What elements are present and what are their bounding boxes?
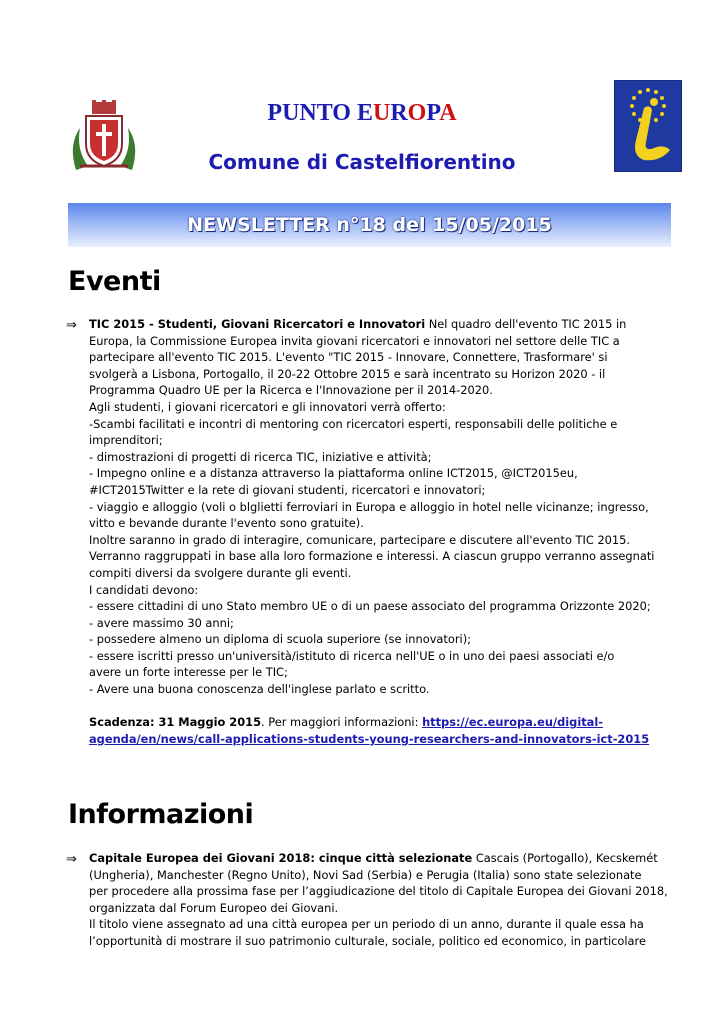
text-line: - dimostrazioni di progetti di ricerca TIC, iniziative e attività; — [89, 449, 432, 464]
text-line: - Impegno online e a distanza attraverso la piattaforma online ICT2015, @ICT2015eu, — [89, 466, 578, 481]
text-line: - viaggio e alloggio (voli o blglietti ferroviari in Europa e alloggio in hotel nelle vicinanze; ingresso, — [89, 499, 649, 514]
section-heading-informazioni: Informazioni — [68, 799, 254, 830]
info-link-part2[interactable]: agenda/en/news/call-applications-students-young-researchers-and-innovators-ict-2015 — [89, 731, 650, 746]
bullet-arrow-icon: ⇒ — [66, 852, 77, 867]
title-part: R — [390, 100, 408, 126]
text-line: - essere cittadini di uno Stato membro UE o di un paese associato del programma Orizzonte 2020; — [89, 599, 651, 614]
text-line: Il titolo viene assegnato ad una città europea per un periodo di un anno, durante il quale essa ha — [89, 917, 644, 932]
text-line: Programma Quadro UE per la Ricerca e l'Innovazione per il 2014-2020. — [89, 383, 493, 398]
text-span: Cascais (Portogallo), Kecskemét — [472, 851, 658, 865]
blank-line — [89, 698, 649, 715]
text-line: per procedere alla prossima fase per l’aggiudicazione del titolo di Capitale Europea dei Giovani 2018, — [89, 884, 668, 899]
link-line — [89, 731, 649, 748]
title-part: PUNTO E — [267, 100, 373, 126]
page-subtitle: Comune di Castelfiorentino — [208, 150, 516, 174]
title-part: O — [407, 100, 427, 126]
info-link-part1[interactable]: https://ec.europa.eu/digital- — [422, 715, 603, 730]
text-line: - essere iscritti presso un'università/istituto di ricerca nell'UE o in uno dei paesi associati e/o — [89, 648, 615, 663]
deadline-line — [89, 714, 649, 731]
text-line: vitto e bevande durante l'evento sono gratuite). — [89, 516, 364, 531]
text-line — [89, 850, 658, 867]
text-line — [89, 316, 649, 333]
newsletter-title: NEWSLETTER n°18 del 15/05/2015 — [187, 214, 552, 236]
deadline-text: . Per maggiori informazioni: — [261, 715, 423, 730]
text-span: Nel quadro dell'evento TIC 2015 in — [425, 317, 627, 331]
title-part: A — [439, 100, 457, 126]
text-line: svolgerà a Lisbona, Portogallo, il 20-22 Ottobre 2015 e sarà incentrato su Horizon 2020 - il — [89, 366, 606, 381]
title-part: U — [372, 100, 391, 126]
text-line: I candidati devono: — [89, 582, 199, 597]
page-title — [0, 100, 724, 127]
text-line: imprenditori; — [89, 433, 163, 448]
text-line: organizzata dal Forum Europeo dei Giovani. — [89, 900, 339, 915]
title-part: P — [426, 100, 440, 126]
text-line: l’opportunità di mostrare il suo patrimonio culturale, sociale, politico ed economico, in particolare — [89, 933, 646, 948]
bullet-arrow-icon: ⇒ — [66, 318, 77, 333]
section-heading-eventi: Eventi — [68, 266, 161, 297]
text-line: - avere massimo 30 anni; — [89, 615, 234, 630]
text-line: - possedere almeno un diploma di scuola superiore (se innovatori); — [89, 632, 471, 647]
text-line: compiti diversi da svolgere durante gli eventi. — [89, 565, 352, 580]
text-line: Verranno raggruppati in base alla loro formazione e interessi. A ciascun gruppo verranno assegnati — [89, 549, 655, 564]
item-title: Capitale Europea dei Giovani 2018: cinque città selezionate — [89, 851, 473, 865]
text-line: avere un forte interesse per le TIC; — [89, 665, 288, 680]
informazioni-item — [89, 850, 668, 950]
deadline-label: Scadenza: 31 Maggio 2015 — [89, 715, 262, 730]
text-line: #ICT2015Twitter e la rete di giovani studenti, ricercatori e innovatori; — [89, 482, 486, 497]
eventi-item — [89, 316, 655, 747]
text-line: (Ungheria), Manchester (Regno Unito), Novi Sad (Serbia) e Perugia (Italia) sono state selezionate — [89, 867, 642, 882]
text-line: - Avere una buona conoscenza dell'inglese parlato e scritto. — [89, 682, 430, 697]
text-line: Agli studenti, i giovani ricercatori e gli innovatori verrà offerto: — [89, 399, 446, 414]
item-title: TIC 2015 - Studenti, Giovani Ricercatori e Innovatori — [89, 317, 426, 331]
text-line: -Scambi facilitati e incontri di mentoring con ricercatori esperti, responsabili delle politiche e — [89, 416, 618, 431]
text-line: Europa, la Commissione Europea invita giovani ricercatori e innovatori nel settore delle TIC a — [89, 333, 620, 348]
newsletter-banner — [68, 203, 671, 247]
text-line: Inoltre saranno in grado di interagire, comunicare, partecipare e discutere all'evento TIC 2015. — [89, 532, 631, 547]
text-line: partecipare all'evento TIC 2015. L'evento "TIC 2015 - Innovare, Connettere, Trasformare' si — [89, 350, 608, 365]
